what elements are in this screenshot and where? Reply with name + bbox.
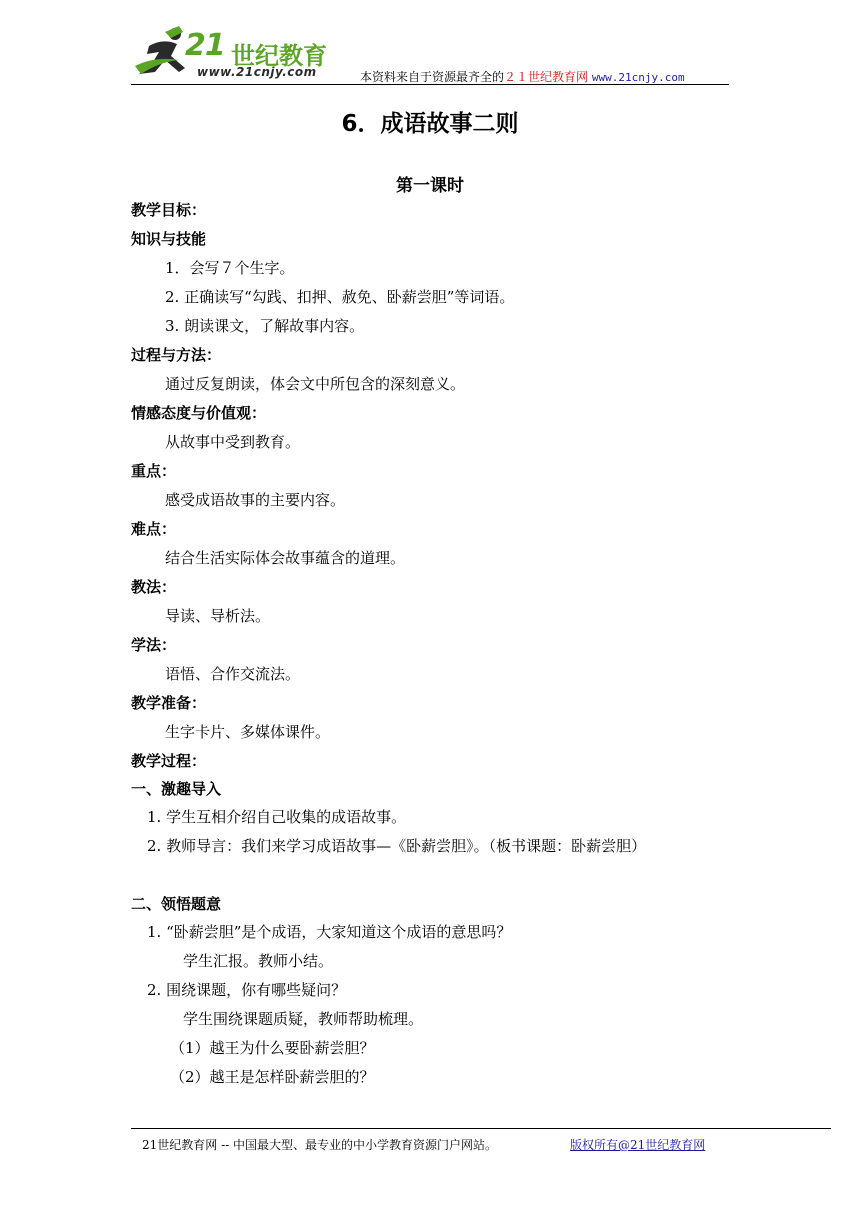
procedure-heading: 教学过程： <box>131 752 207 770</box>
teaching-method-text: 导读、导析法。 <box>165 607 271 625</box>
section1-item: 2. 教师导言：我们来学习成语故事—《卧薪尝胆》。（板书课题：卧薪尝胆） <box>147 837 647 855</box>
header-divider <box>131 84 729 85</box>
section2-question-note: 学生围绕课题质疑，教师帮助梳理。 <box>183 1010 424 1028</box>
section2-question: 2. 围绕课题，你有哪些疑问？ <box>147 981 347 999</box>
footer-copyright-link[interactable]: 版权所有@21世纪教育网 <box>570 1138 706 1152</box>
learning-method-text: 语悟、合作交流法。 <box>165 665 301 683</box>
emotion-heading: 情感态度与价值观： <box>131 404 267 422</box>
site-logo <box>135 24 335 82</box>
section1-heading: 一、激趣导入 <box>131 780 222 798</box>
logo-text: 世纪教育 <box>231 42 327 70</box>
preparation-heading: 教学准备： <box>131 694 207 712</box>
section2-heading: 二、领悟题意 <box>131 895 222 913</box>
key-text: 感受成语故事的主要内容。 <box>165 491 346 509</box>
page-subtitle: 第一课时 <box>396 176 464 196</box>
footer-text: 21世纪教育网 -- 中国最大型、最专业的中小学教育资源门户网站。 <box>142 1138 498 1152</box>
header-note-site[interactable]: ２１世纪教育网 <box>504 70 589 84</box>
section2-question-note: 学生汇报。教师小结。 <box>183 952 334 970</box>
footer-divider <box>131 1128 831 1129</box>
knowledge-heading: 知识与技能 <box>131 230 207 248</box>
learning-method-heading: 学法： <box>131 636 177 654</box>
preparation-text: 生字卡片、多媒体课件。 <box>165 723 331 741</box>
emotion-text: 从故事中受到教育。 <box>165 433 301 451</box>
section2-question: 1. “卧薪尝胆”是个成语，大家知道这个成语的意思吗？ <box>147 923 512 941</box>
difficulty-heading: 难点： <box>131 520 177 538</box>
logo-number: 21 <box>185 28 225 63</box>
section1-item: 1. 学生互相介绍自己收集的成语故事。 <box>147 808 407 826</box>
difficulty-text: 结合生活实际体会故事蕴含的道理。 <box>165 549 406 567</box>
header-note-url[interactable]: www.21cnjy.com <box>591 71 685 84</box>
knowledge-item: 1．会写７个生字。 <box>165 259 295 277</box>
process-heading: 过程与方法： <box>131 346 222 364</box>
page-title: 6．成语故事二则 <box>341 111 519 137</box>
knowledge-item: 2. 正确读写“勾践、扣押、赦免、卧薪尝胆”等词语。 <box>165 288 515 306</box>
logo-url: www.21cnjy.com <box>197 65 317 79</box>
header-note-prefix: 本资料来自于资源最齐全的 <box>360 70 505 84</box>
key-heading: 重点： <box>131 462 177 480</box>
process-text: 通过反复朗读，体会文中所包含的深刻意义。 <box>165 375 466 393</box>
section2-subquestion: （2）越王是怎样卧薪尝胆的？ <box>170 1068 375 1086</box>
header-note <box>360 68 685 85</box>
section2-subquestion: （1）越王为什么要卧薪尝胆？ <box>170 1039 375 1057</box>
teaching-method-heading: 教法： <box>131 578 177 596</box>
goals-heading: 教学目标： <box>131 201 207 219</box>
knowledge-item: 3. 朗读课文，了解故事内容。 <box>165 317 365 335</box>
